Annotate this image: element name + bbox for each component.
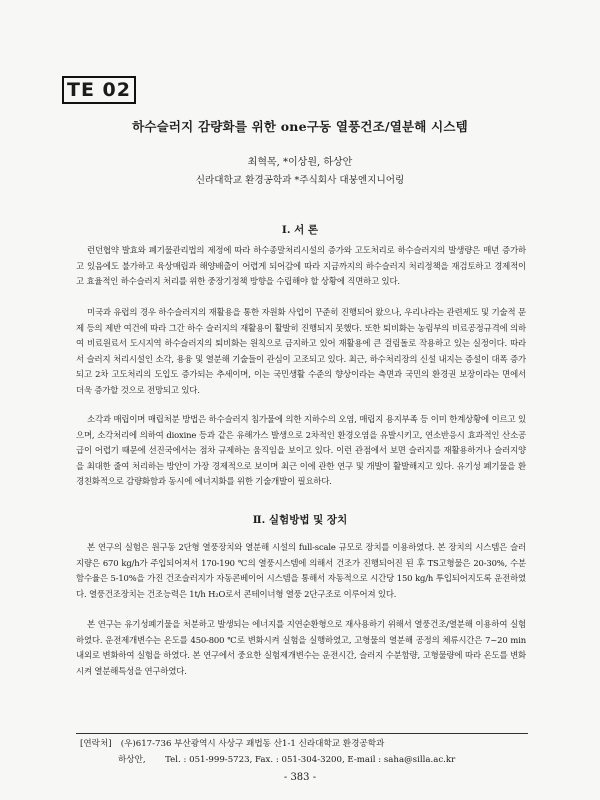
footnote-divider xyxy=(76,733,528,734)
intro-paragraph-2: 미국과 유럽의 경우 하수슬러지의 재활용을 통한 자원화 사업이 꾸준히 진행되어 왔으나, 우리나라는 관련제도 및 기술적 문제 등의 제반 여건에 따라 그간 하수 슬러지의 재활용이 활발히 진행되지 못했다. 또한 퇴비화는 농림부의 비료공정규격에 의하여 비료원료서 도시지역 하수슬러지의 퇴비화는 원칙으로 금지하고 있어 재활용에 큰 걸림돌로 작용하고 있는 실정이다. 따라서 슬러지 처리시설인 소각, 용융 및 열분해 기술들이 관심이 고조되고 있다. 최근, 하수처리장의 신설 내지는 증설이 대폭 증가되고 2차 고도처리의 도입도 증가되는 추세이며, 이는 국민생활 수준의 향상이라는 측면과 국민의 환경권 보장이라는 면에서 더욱 증가할 것으로 전망되고 있다. xyxy=(76,307,526,395)
intro-paragraph-1: 런던협약 발효와 폐기물관리법의 제정에 따라 하수종말처리시설의 증가와 고도처리로 하수슬러지의 발생량은 매년 증가하고 있음에도 불가하고 육상매립과 해양배출이 어렵게 되어감에 따라 지금까지의 하수슬러지 처리정책을 재검토하고 경제적이고 효율적인 하수슬러지 처리를 위한 중장기정책 방향을 수립해야 할 상황에 직면하고 있다. xyxy=(76,245,526,287)
section-heading-introduction: Ⅰ. 서 론 xyxy=(281,224,319,236)
contact-label: [연락처] xyxy=(80,739,112,749)
methods-paragraph-1: 본 연구의 실험은 원구동 2단형 열풍장치와 열분해 시설의 full-scale 규모로 장치를 이용하였다. 본 장치의 시스템은 슬러지량은 670 kg/h가 주입되어져서 170-190 ℃의 열풍시스템에 의해서 건조가 진행되어진 된 후 TS고형물은 20-30%, 수분함수율은 5-10%을 가진 건조슬러지가 자동콘베이어 시스템을 통해서 자동적으로 시간당 150 kg/h 투입되어지도록 운전하였다. 열풍건조장치는 건조능력은 1t/h H₂O로서 콘테이너형 열풍 2단구조로 이루어져 있다. xyxy=(76,542,526,599)
paper-title: 하수슬러지 감량화를 위한 one구동 열풍건조/열분해 시스템 xyxy=(132,119,468,134)
methods-paragraph-2: 본 연구는 유기성폐기물을 처분하고 발생되는 에너지를 지연순환형으로 재사용하기 위해서 열풍건조/열분해 이용하여 실험하였다. 운전제개변수는 온도를 450-800 ℃로 변화시켜 실험을 실행하였고, 고형물의 열분해 공정의 체류시간은 7~20 min내외로 변화하여 실험을 하였다. 본 연구에서 중요한 실험제개변수는 운전시간, 슬러지 수분함량, 고형물량에 따라 온도를 변화시켜 열분해특성을 연구하였다. xyxy=(76,619,526,676)
section-heading-methods: Ⅱ. 실험방법 및 장치 xyxy=(252,514,348,526)
contact-phone-email: Tel. : 051-999-5723, Fax. : 051-304-3200, E-mail : saha@silla.ac.kr xyxy=(165,755,456,765)
contact-details-line xyxy=(118,754,578,766)
contact-name: 하상안, xyxy=(118,755,146,765)
page-number: - 383 - xyxy=(283,772,317,783)
session-tag: TE 02 xyxy=(62,76,136,104)
author-list: 최혁목, *이상원, 하상안 xyxy=(247,157,353,168)
intro-paragraph-3: 소각과 매립이며 매립처분 방법은 하수슬러지 침가물에 의한 지하수의 오염, 매립지 용지부족 등 이미 한계상황에 이르고 있으며, 소각처리에 의하여 dioxine 등과 같은 유해가스 발생으로 2차적인 환경오염을 유발시키고, 연소반응시 효과적인 산소공급이 어렵기 때문에 선진국에서는 점차 규제하는 움직임을 보이고 있다. 이런 관점에서 보면 슬러지를 재활용하거나 슬러지양을 최대한 줄여 처리하는 방안이 가장 경제적으로 보이며 최근 이에 관한 연구 및 개발이 활발해지고 있다. 유기성 폐기물을 환경친화적으로 감량화함과 동시에 에너지화를 위한 기술개발이 필요하다. xyxy=(76,414,526,487)
affiliation: 신라대학교 환경공학과 *주식회사 대붕엔지니어링 xyxy=(195,175,405,186)
contact-address-line xyxy=(80,738,540,750)
contact-address: (우)617-736 부산광역시 사상구 괘법동 산1-1 신라대학교 환경공학과 xyxy=(120,739,385,749)
